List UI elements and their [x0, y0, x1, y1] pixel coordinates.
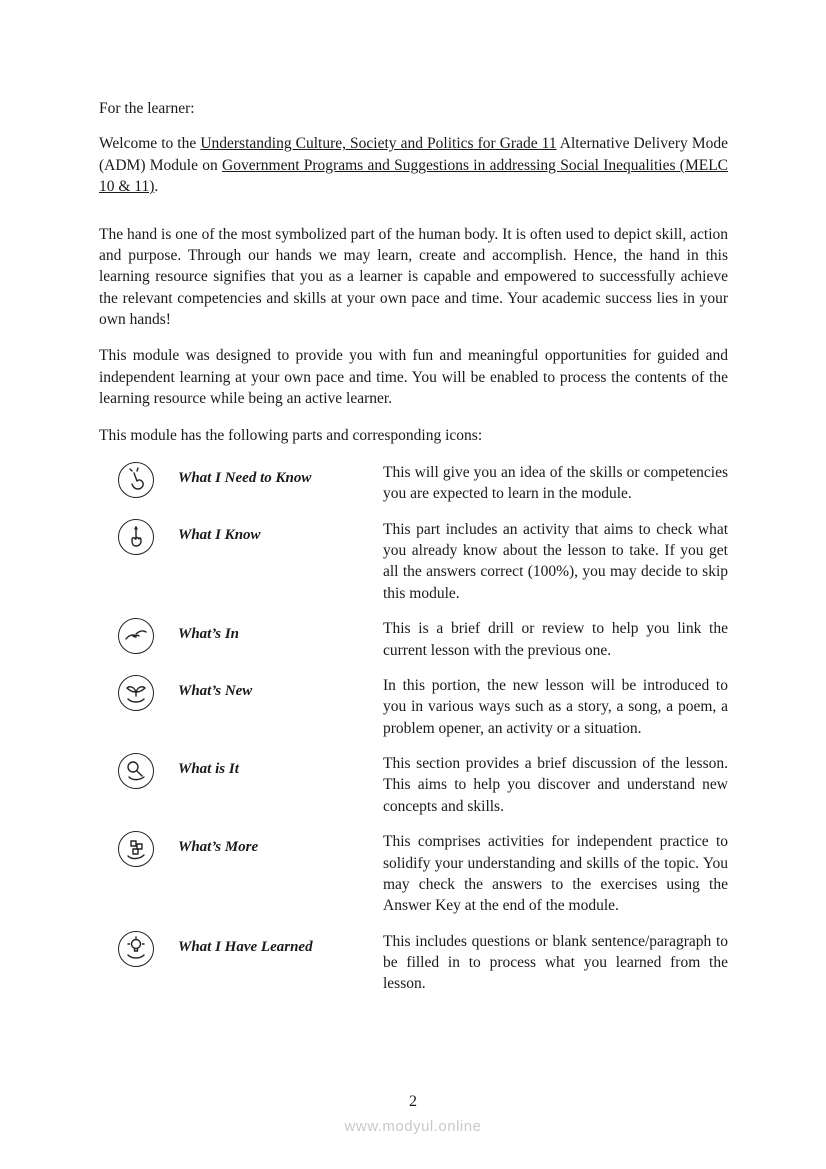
welcome-mid: Alternative Delivery Mode (ADM) Module on: [99, 135, 728, 174]
parts-intro-line: This module has the following parts and corresponding icons:: [99, 426, 483, 444]
pointing-hand-icon: [118, 462, 154, 498]
page-content: [99, 98, 728, 1009]
salutation: For the learner:: [99, 100, 195, 117]
welcome-paragraph: [99, 133, 728, 197]
page-number: 2: [409, 1093, 417, 1110]
part-description: This is a brief drill or review to help you link the current lesson with the previous one.: [383, 620, 728, 659]
part-label: What’s New: [178, 682, 253, 699]
hand-with-blocks-icon: [118, 831, 154, 867]
module-subject-underlined: Understanding Culture, Society and Politics for Grade 11: [200, 135, 557, 153]
part-label: What’s More: [178, 839, 259, 856]
joined-hands-icon: [118, 618, 154, 654]
part-label: What I Need to Know: [178, 469, 312, 486]
module-design-paragraph: This module was designed to provide you with fun and meaningful opportunities for guided and independent learning at your own pace and time. You will be enabled to process the contents of the learning resource while being an active learner.: [99, 347, 728, 408]
part-description: This will give you an idea of the skills or competencies you are expected to learn in the module.: [383, 463, 728, 503]
part-label: What I Have Learned: [178, 938, 313, 955]
part-row-whats-new: [99, 675, 728, 739]
part-row-whats-in: [99, 618, 728, 661]
hand-holding-pencil-icon: [118, 519, 154, 555]
part-description: This comprises activities for independent practice to solidify your understanding and skills of the topic. You may check the answers to the exercises using the Answer Key at the end of the module.: [383, 833, 728, 915]
part-label: What I Know: [178, 526, 261, 543]
watermark: www.modyul.online: [344, 1118, 482, 1135]
part-description: This section provides a brief discussion of the lesson. This aims to help you discover and understand new concepts and skills.: [383, 755, 728, 815]
module-parts-table: [99, 462, 728, 995]
welcome-post: .: [154, 178, 159, 196]
part-description: This part includes an activity that aims to check what you already know about the lesson to take. If you get all the answers correct (100%), you may decide to skip this module.: [383, 520, 728, 602]
hand-with-seedling-icon: [118, 675, 154, 711]
welcome-pre: Welcome to the: [99, 135, 201, 153]
hand-with-lightbulb-icon: [118, 931, 154, 967]
hand-symbolism-paragraph: The hand is one of the most symbolized part of the human body. It is often used to depict skill, action and purpose. Through our hands we may learn, create and accomplish. Hence, the hand in this learning resource signifies that you as a learner is capable and empowered to successfully achieve the relevant competencies and skills at your own pace and time. Your academic success lies in your own hands!: [99, 225, 728, 328]
part-row-whats-more: [99, 831, 728, 917]
part-label: What’s In: [178, 626, 239, 643]
module-topic-underlined: Government Programs and Suggestions in addressing Social Inequalities (MELC 10 & 11): [99, 156, 729, 196]
part-row-what-is-it: [99, 753, 728, 817]
part-row-what-i-have-learned: [99, 931, 728, 995]
part-description: In this portion, the new lesson will be introduced to you in various ways such as a story, a song, a poem, a problem opener, an activity or a situation.: [383, 676, 728, 737]
part-row-what-i-need-to-know: [99, 462, 728, 505]
part-row-what-i-know: [99, 519, 728, 605]
part-description: This includes questions or blank sentence/paragraph to be filled in to process what you learned from the lesson.: [383, 932, 728, 993]
part-label: What is It: [178, 761, 239, 777]
hand-with-magnifier-icon: [118, 753, 154, 789]
